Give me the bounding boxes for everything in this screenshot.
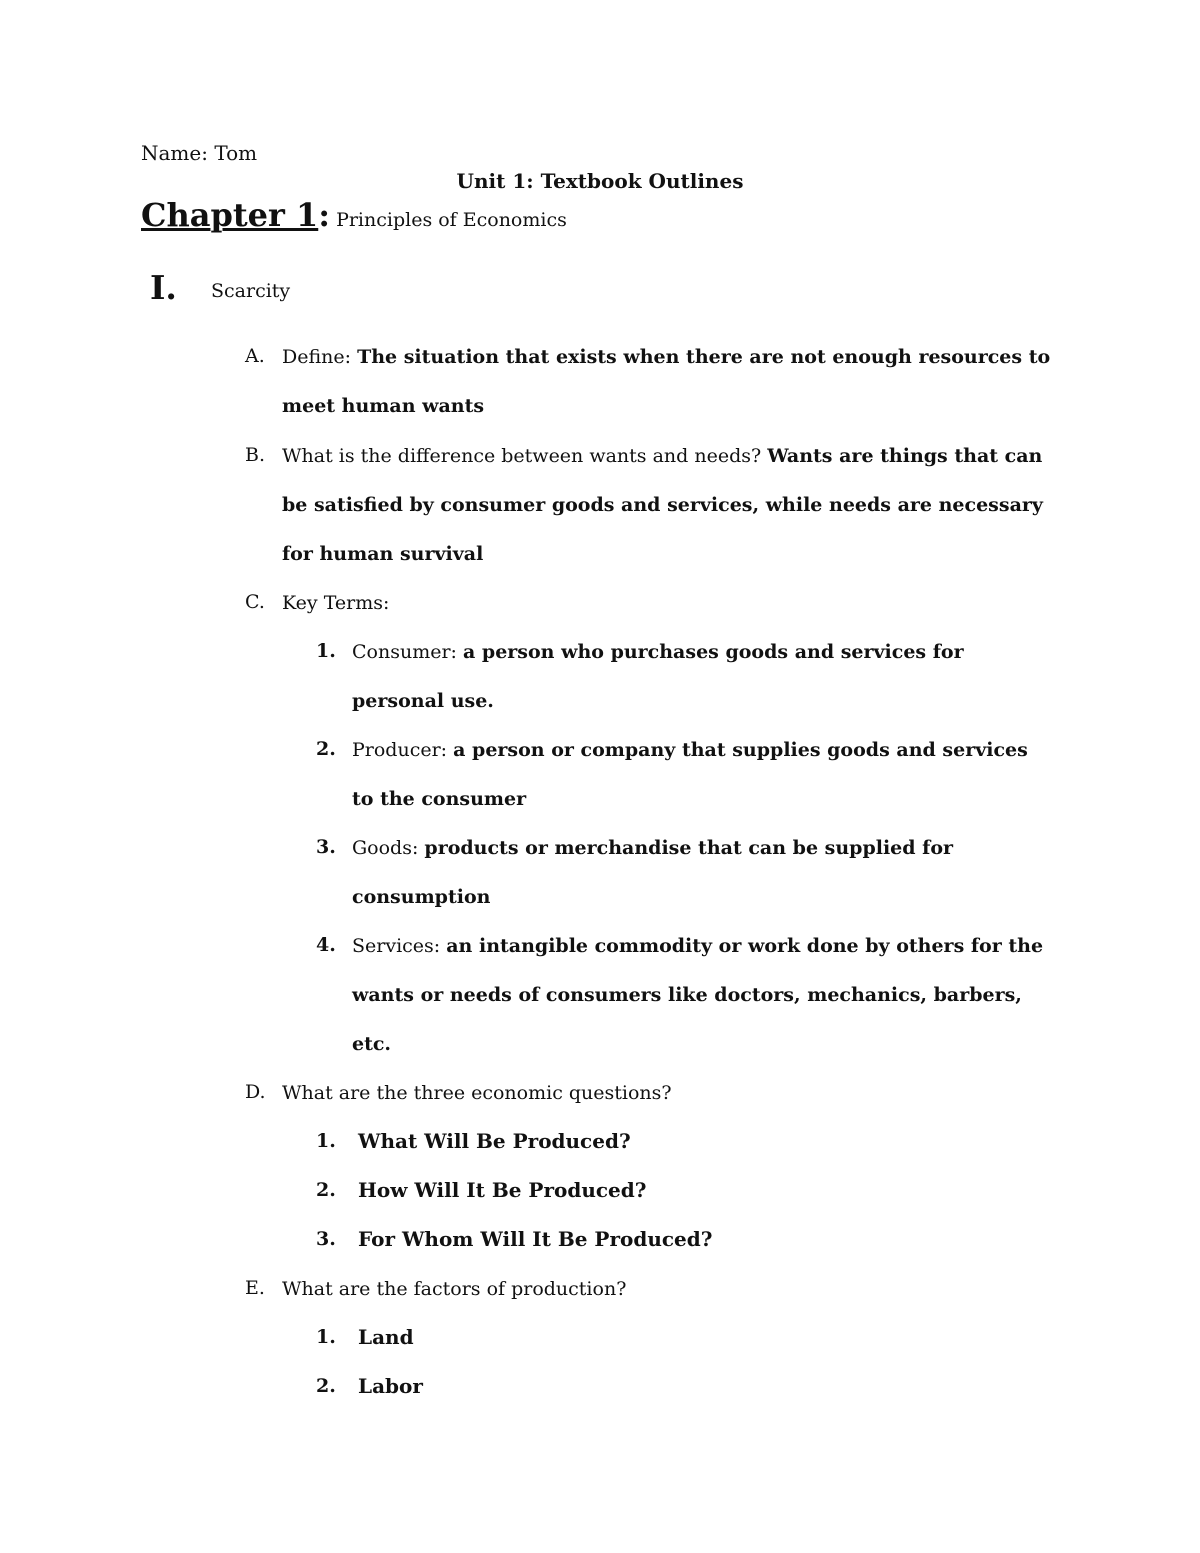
term-4-label: Services: [352,935,447,957]
factor-1-marker: 1. [316,1326,336,1348]
section-numeral: I. [150,268,177,307]
factor-2-marker: 2. [316,1375,336,1397]
question-3-marker: 3. [316,1228,336,1250]
question-2-marker: 2. [316,1179,336,1201]
term-2-definition: a person or company that supplies goods and services to the consumer [352,739,1028,810]
term-3-marker: 3. [316,836,336,858]
item-e-prompt: What are the factors of production? [282,1278,627,1300]
chapter-label: Chapter 1 [141,196,319,234]
term-4-marker: 4. [316,934,336,956]
item-a-marker: A. [245,345,265,367]
item-a-answer: The situation that exists when there are not enough resources to meet human wants [282,346,1051,417]
item-e-marker: E. [245,1277,265,1299]
item-c-prompt: Key Terms: [282,592,390,614]
question-1-marker: 1. [316,1130,336,1152]
factor-1: Land [358,1325,414,1349]
item-b-marker: B. [245,444,266,466]
item-b-prompt: What is the difference between wants and needs? [282,445,768,467]
item-c-marker: C. [245,591,265,613]
term-2 [352,726,1052,824]
item-b-text [282,432,1062,579]
term-3 [352,824,1052,922]
item-a-text [282,333,1062,431]
term-1-label: Consumer: [352,641,463,663]
item-d-marker: D. [245,1081,266,1103]
item-a-prompt: Define: [282,346,358,368]
term-1-definition: a person who purchases goods and services for personal use. [352,641,964,712]
term-4 [352,922,1052,1069]
student-name: Name: Tom [141,141,258,165]
term-4-definition: an intangible commodity or work done by others for the wants or needs of consumers like doctors, mechanics, barbers, etc. [352,935,1044,1055]
term-3-label: Goods: [352,837,425,859]
item-d-prompt: What are the three economic questions? [282,1082,672,1104]
term-1-marker: 1. [316,640,336,662]
question-3: For Whom Will It Be Produced? [358,1227,713,1251]
item-b-answer: Wants are things that can be satisfied by consumer goods and services, while needs are necessary for human survival [282,445,1043,565]
term-2-label: Producer: [352,739,454,761]
factor-2: Labor [358,1374,423,1398]
question-1: What Will Be Produced? [358,1129,631,1153]
chapter-subtitle: Principles of Economics [336,209,567,231]
term-3-definition: products or merchandise that can be supplied for consumption [352,837,954,908]
chapter-colon: : [318,196,331,234]
question-2: How Will It Be Produced? [358,1178,647,1202]
document-title: Unit 1: Textbook Outlines [456,169,744,193]
section-heading: Scarcity [211,280,291,302]
term-1 [352,628,1052,726]
term-2-marker: 2. [316,738,336,760]
chapter-heading [141,196,567,234]
